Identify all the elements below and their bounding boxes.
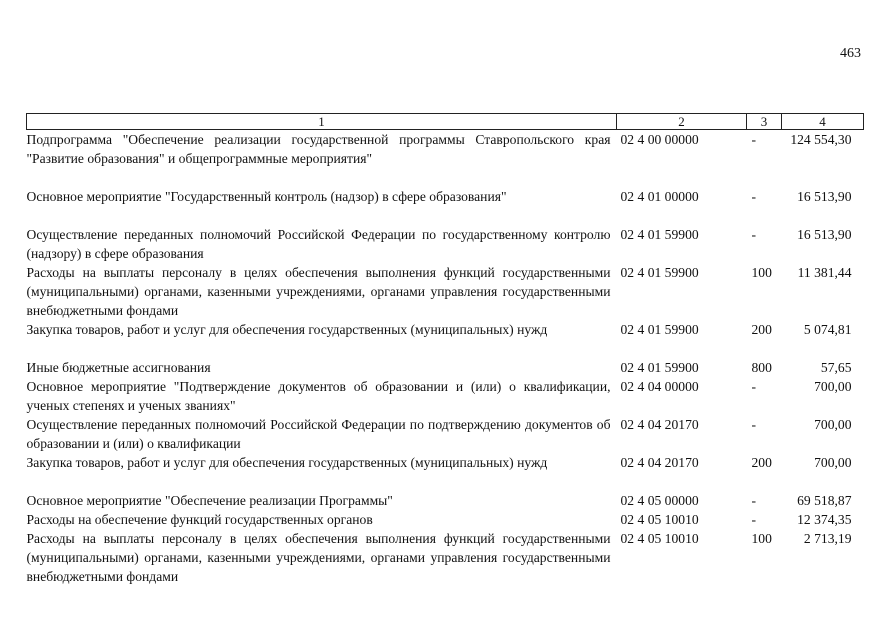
row-type: - bbox=[751, 379, 757, 394]
row-type: 800 bbox=[751, 360, 772, 375]
row-sum: 700,00 bbox=[814, 379, 852, 394]
table-row bbox=[27, 263, 864, 320]
row-name: Осуществление переданных полномочий Российской Федерации по государственному контролю (надзору) в сфере образования bbox=[26, 227, 611, 261]
row-sum: 16 513,90 bbox=[797, 189, 852, 204]
table-row bbox=[27, 510, 864, 529]
budget-table bbox=[26, 113, 864, 586]
row-code: 02 4 05 00000 bbox=[620, 493, 699, 508]
table-row bbox=[27, 453, 864, 491]
row-code: 02 4 01 00000 bbox=[620, 189, 699, 204]
row-type: - bbox=[751, 417, 757, 432]
row-code: 02 4 00 00000 bbox=[620, 132, 699, 147]
row-name: Осуществление переданных полномочий Российской Федерации по подтверждению документов об образовании и (или) о квалификации bbox=[26, 417, 611, 451]
row-name: Закупка товаров, работ и услуг для обеспечения государственных (муниципальных) нужд bbox=[26, 322, 548, 337]
row-type: 200 bbox=[751, 455, 772, 470]
row-type: 200 bbox=[751, 322, 772, 337]
row-type: 100 bbox=[751, 531, 772, 546]
row-code: 02 4 01 59900 bbox=[620, 265, 699, 280]
row-sum: 16 513,90 bbox=[797, 227, 852, 242]
table-row bbox=[27, 415, 864, 453]
table-row bbox=[27, 130, 864, 188]
row-name: Подпрограмма "Обеспечение реализации государственной программы Ставропольского края "Развитие образования" и общепрограммные мероприятия" bbox=[26, 132, 611, 166]
table-row bbox=[27, 529, 864, 586]
table-row bbox=[27, 358, 864, 377]
row-sum: 700,00 bbox=[814, 455, 852, 470]
row-type: - bbox=[751, 227, 757, 242]
row-sum: 2 713,19 bbox=[803, 531, 852, 546]
table-row bbox=[27, 320, 864, 358]
row-code: 02 4 01 59900 bbox=[620, 227, 699, 242]
row-name: Основное мероприятие "Государственный контроль (надзор) в сфере образования" bbox=[26, 189, 507, 204]
row-type: 100 bbox=[751, 265, 772, 280]
header-col-4: 4 bbox=[782, 114, 864, 130]
header-row bbox=[27, 114, 864, 130]
row-sum: 69 518,87 bbox=[797, 493, 852, 508]
page-number: 463 bbox=[840, 46, 861, 61]
row-code: 02 4 01 59900 bbox=[620, 322, 699, 337]
row-code: 02 4 04 20170 bbox=[620, 455, 699, 470]
row-name: Основное мероприятие "Обеспечение реализации Программы" bbox=[26, 493, 393, 508]
row-sum: 57,65 bbox=[820, 360, 852, 375]
row-name: Закупка товаров, работ и услуг для обеспечения государственных (муниципальных) нужд bbox=[26, 455, 548, 470]
row-name: Иные бюджетные ассигнования bbox=[26, 360, 211, 375]
row-sum: 12 374,35 bbox=[797, 512, 852, 527]
row-name: Основное мероприятие "Подтверждение документов об образовании и (или) о квалификации, ученых степенях и ученых званиях" bbox=[26, 379, 611, 413]
row-sum: 700,00 bbox=[814, 417, 852, 432]
row-code: 02 4 04 20170 bbox=[620, 417, 699, 432]
row-type: - bbox=[751, 493, 757, 508]
table-row bbox=[27, 377, 864, 415]
header-col-2: 2 bbox=[617, 114, 747, 130]
row-name: Расходы на обеспечение функций государственных органов bbox=[26, 512, 373, 527]
table-row bbox=[27, 491, 864, 510]
table-row bbox=[27, 225, 864, 263]
row-sum: 5 074,81 bbox=[803, 322, 852, 337]
row-sum: 11 381,44 bbox=[797, 265, 852, 280]
row-type: - bbox=[751, 132, 757, 147]
row-name: Расходы на выплаты персоналу в целях обеспечения выполнения функций государственными (муниципальными) органами, казенными учреждениями, органами управления государственными внебюджетными фондами bbox=[26, 265, 611, 318]
table-row bbox=[27, 187, 864, 225]
header-col-1: 1 bbox=[27, 114, 617, 130]
row-code: 02 4 05 10010 bbox=[620, 512, 699, 527]
row-code: 02 4 05 10010 bbox=[620, 531, 699, 546]
header-col-3: 3 bbox=[747, 114, 782, 130]
row-sum: 124 554,30 bbox=[790, 132, 852, 147]
row-type: - bbox=[751, 512, 757, 527]
row-code: 02 4 04 00000 bbox=[620, 379, 699, 394]
row-type: - bbox=[751, 189, 757, 204]
row-name: Расходы на выплаты персоналу в целях обеспечения выполнения функций государственными (муниципальными) органами, казенными учреждениями, органами управления государственными внебюджетными фондами bbox=[26, 531, 611, 584]
row-code: 02 4 01 59900 bbox=[620, 360, 699, 375]
